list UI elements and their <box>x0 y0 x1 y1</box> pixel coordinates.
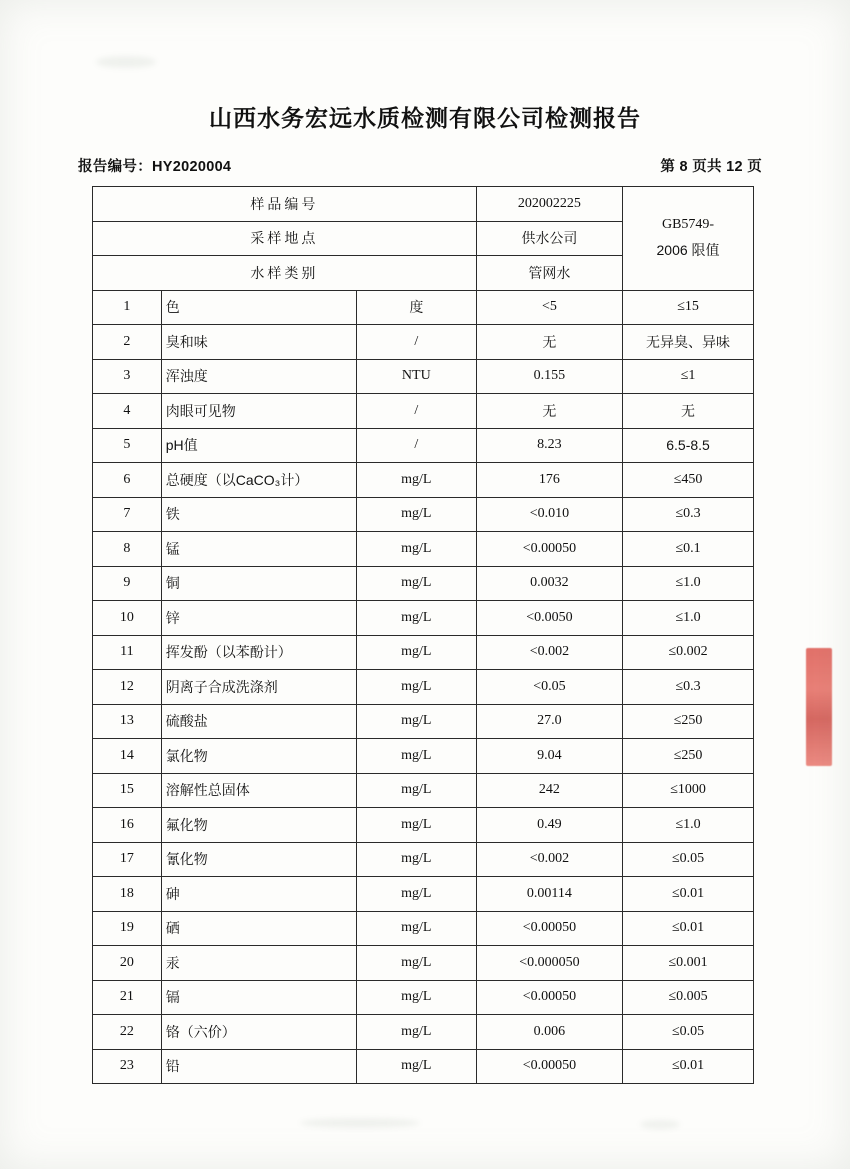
row-index: 11 <box>93 635 162 670</box>
table-row <box>93 1015 754 1050</box>
row-measured-value: <5 <box>476 290 622 325</box>
sample-no-value: 202002225 <box>476 187 622 222</box>
row-unit: mg/L <box>356 980 476 1015</box>
row-measured-value: 242 <box>476 773 622 808</box>
row-measured-value: <0.010 <box>476 497 622 532</box>
row-measured-value: <0.000050 <box>476 946 622 981</box>
table-row <box>93 394 754 429</box>
table-row <box>93 497 754 532</box>
row-unit: mg/L <box>356 566 476 601</box>
row-measured-value: 无 <box>476 394 622 429</box>
row-measured-value: 0.006 <box>476 1015 622 1050</box>
row-index: 12 <box>93 670 162 705</box>
row-measured-value: 0.49 <box>476 808 622 843</box>
row-parameter-name: pH值 <box>161 428 356 463</box>
row-standard-limit: ≤1.0 <box>623 566 754 601</box>
table-row <box>93 532 754 567</box>
row-standard-limit: 6.5-8.5 <box>623 428 754 463</box>
row-parameter-name: 锰 <box>161 532 356 567</box>
row-measured-value: 176 <box>476 463 622 498</box>
row-parameter-name: 总硬度（以CaCO₃计） <box>161 463 356 498</box>
row-index: 1 <box>93 290 162 325</box>
row-measured-value: 9.04 <box>476 739 622 774</box>
table-row <box>93 808 754 843</box>
table-row <box>93 463 754 498</box>
table-row <box>93 842 754 877</box>
table-row <box>93 946 754 981</box>
row-measured-value: <0.00050 <box>476 911 622 946</box>
row-unit: mg/L <box>356 1015 476 1050</box>
row-parameter-name: 汞 <box>161 946 356 981</box>
scan-artifact <box>300 1118 420 1128</box>
scan-artifact <box>640 1120 680 1129</box>
red-seal-mark <box>806 648 832 766</box>
standard-limit-header <box>623 187 754 291</box>
sample-no-label: 样品编号 <box>93 187 477 222</box>
row-standard-limit: ≤450 <box>623 463 754 498</box>
table-row <box>93 773 754 808</box>
row-parameter-name: 铅 <box>161 1049 356 1084</box>
row-unit: 度 <box>356 290 476 325</box>
row-unit: / <box>356 325 476 360</box>
sampling-site-label: 采样地点 <box>93 221 477 256</box>
row-parameter-name: 色 <box>161 290 356 325</box>
row-unit: mg/L <box>356 877 476 912</box>
row-unit: / <box>356 428 476 463</box>
table-row <box>93 980 754 1015</box>
row-unit: mg/L <box>356 463 476 498</box>
row-standard-limit: ≤250 <box>623 739 754 774</box>
row-parameter-name: 氯化物 <box>161 739 356 774</box>
row-unit: mg/L <box>356 773 476 808</box>
row-standard-limit: ≤0.01 <box>623 911 754 946</box>
row-index: 14 <box>93 739 162 774</box>
row-unit: mg/L <box>356 670 476 705</box>
report-number: 报告编号：HY2020004 <box>78 159 232 175</box>
water-type-value: 管网水 <box>476 256 622 291</box>
row-index: 10 <box>93 601 162 636</box>
table-row <box>93 601 754 636</box>
row-index: 13 <box>93 704 162 739</box>
row-unit: mg/L <box>356 704 476 739</box>
row-standard-limit: ≤0.01 <box>623 877 754 912</box>
row-measured-value: <0.002 <box>476 635 622 670</box>
row-index: 20 <box>93 946 162 981</box>
row-measured-value: 0.155 <box>476 359 622 394</box>
row-index: 19 <box>93 911 162 946</box>
row-parameter-name: 砷 <box>161 877 356 912</box>
row-measured-value: <0.05 <box>476 670 622 705</box>
row-index: 2 <box>93 325 162 360</box>
sampling-site-value: 供水公司 <box>476 221 622 256</box>
table-row <box>93 359 754 394</box>
row-index: 22 <box>93 1015 162 1050</box>
row-index: 4 <box>93 394 162 429</box>
row-measured-value: 8.23 <box>476 428 622 463</box>
row-index: 23 <box>93 1049 162 1084</box>
row-standard-limit: ≤0.005 <box>623 980 754 1015</box>
row-index: 7 <box>93 497 162 532</box>
table-row <box>93 635 754 670</box>
row-unit: mg/L <box>356 635 476 670</box>
row-unit: mg/L <box>356 497 476 532</box>
table-row <box>93 566 754 601</box>
row-standard-limit: ≤250 <box>623 704 754 739</box>
row-standard-limit: ≤0.3 <box>623 670 754 705</box>
table-row <box>93 428 754 463</box>
row-index: 9 <box>93 566 162 601</box>
row-standard-limit: ≤0.1 <box>623 532 754 567</box>
row-parameter-name: 臭和味 <box>161 325 356 360</box>
standard-line2: 2006 限值 <box>656 242 720 259</box>
table-row <box>93 877 754 912</box>
row-unit: mg/L <box>356 911 476 946</box>
table-row <box>93 1049 754 1084</box>
row-index: 17 <box>93 842 162 877</box>
table-header-row-sample <box>93 187 754 222</box>
row-parameter-name: 阴离子合成洗涤剂 <box>161 670 356 705</box>
row-measured-value: <0.00050 <box>476 980 622 1015</box>
row-standard-limit: ≤0.002 <box>623 635 754 670</box>
row-measured-value: <0.002 <box>476 842 622 877</box>
row-index: 8 <box>93 532 162 567</box>
row-unit: mg/L <box>356 739 476 774</box>
row-parameter-name: 硫酸盐 <box>161 704 356 739</box>
row-standard-limit: 无 <box>623 394 754 429</box>
row-unit: mg/L <box>356 532 476 567</box>
row-parameter-name: 镉 <box>161 980 356 1015</box>
row-parameter-name: 锌 <box>161 601 356 636</box>
row-index: 5 <box>93 428 162 463</box>
row-standard-limit: ≤15 <box>623 290 754 325</box>
table-row <box>93 739 754 774</box>
row-unit: mg/L <box>356 808 476 843</box>
row-measured-value: <0.00050 <box>476 532 622 567</box>
row-standard-limit: ≤0.05 <box>623 842 754 877</box>
row-measured-value: 无 <box>476 325 622 360</box>
row-measured-value: 0.00114 <box>476 877 622 912</box>
table-row <box>93 704 754 739</box>
table-row <box>93 670 754 705</box>
row-index: 21 <box>93 980 162 1015</box>
row-measured-value: <0.0050 <box>476 601 622 636</box>
row-parameter-name: 溶解性总固体 <box>161 773 356 808</box>
table-row <box>93 290 754 325</box>
row-measured-value: 0.0032 <box>476 566 622 601</box>
row-standard-limit: 无异臭、异味 <box>623 325 754 360</box>
row-standard-limit: ≤0.05 <box>623 1015 754 1050</box>
row-standard-limit: ≤1000 <box>623 773 754 808</box>
row-parameter-name: 铬（六价） <box>161 1015 356 1050</box>
row-unit: mg/L <box>356 1049 476 1084</box>
scan-artifact <box>96 56 156 68</box>
row-standard-limit: ≤1 <box>623 359 754 394</box>
row-index: 16 <box>93 808 162 843</box>
table-row <box>93 911 754 946</box>
row-standard-limit: ≤1.0 <box>623 601 754 636</box>
row-unit: mg/L <box>356 601 476 636</box>
row-parameter-name: 挥发酚（以苯酚计） <box>161 635 356 670</box>
table-row <box>93 325 754 360</box>
row-standard-limit: ≤0.01 <box>623 1049 754 1084</box>
water-type-label: 水样类别 <box>93 256 477 291</box>
row-unit: NTU <box>356 359 476 394</box>
row-index: 18 <box>93 877 162 912</box>
row-standard-limit: ≤0.3 <box>623 497 754 532</box>
standard-line1: GB5749- <box>661 217 715 233</box>
row-parameter-name: 氰化物 <box>161 842 356 877</box>
results-table <box>92 186 754 1084</box>
page-title: 山西水务宏远水质检测有限公司检测报告 <box>209 105 641 131</box>
row-parameter-name: 浑浊度 <box>161 359 356 394</box>
row-index: 15 <box>93 773 162 808</box>
row-index: 3 <box>93 359 162 394</box>
row-measured-value: 27.0 <box>476 704 622 739</box>
page-indicator: 第 8 页共 12 页 <box>660 159 762 175</box>
row-parameter-name: 硒 <box>161 911 356 946</box>
row-index: 6 <box>93 463 162 498</box>
row-unit: mg/L <box>356 946 476 981</box>
row-parameter-name: 铜 <box>161 566 356 601</box>
row-unit: / <box>356 394 476 429</box>
row-measured-value: <0.00050 <box>476 1049 622 1084</box>
report-meta <box>78 155 762 176</box>
row-parameter-name: 肉眼可见物 <box>161 394 356 429</box>
row-standard-limit: ≤0.001 <box>623 946 754 981</box>
row-parameter-name: 氟化物 <box>161 808 356 843</box>
row-unit: mg/L <box>356 842 476 877</box>
row-parameter-name: 铁 <box>161 497 356 532</box>
row-standard-limit: ≤1.0 <box>623 808 754 843</box>
